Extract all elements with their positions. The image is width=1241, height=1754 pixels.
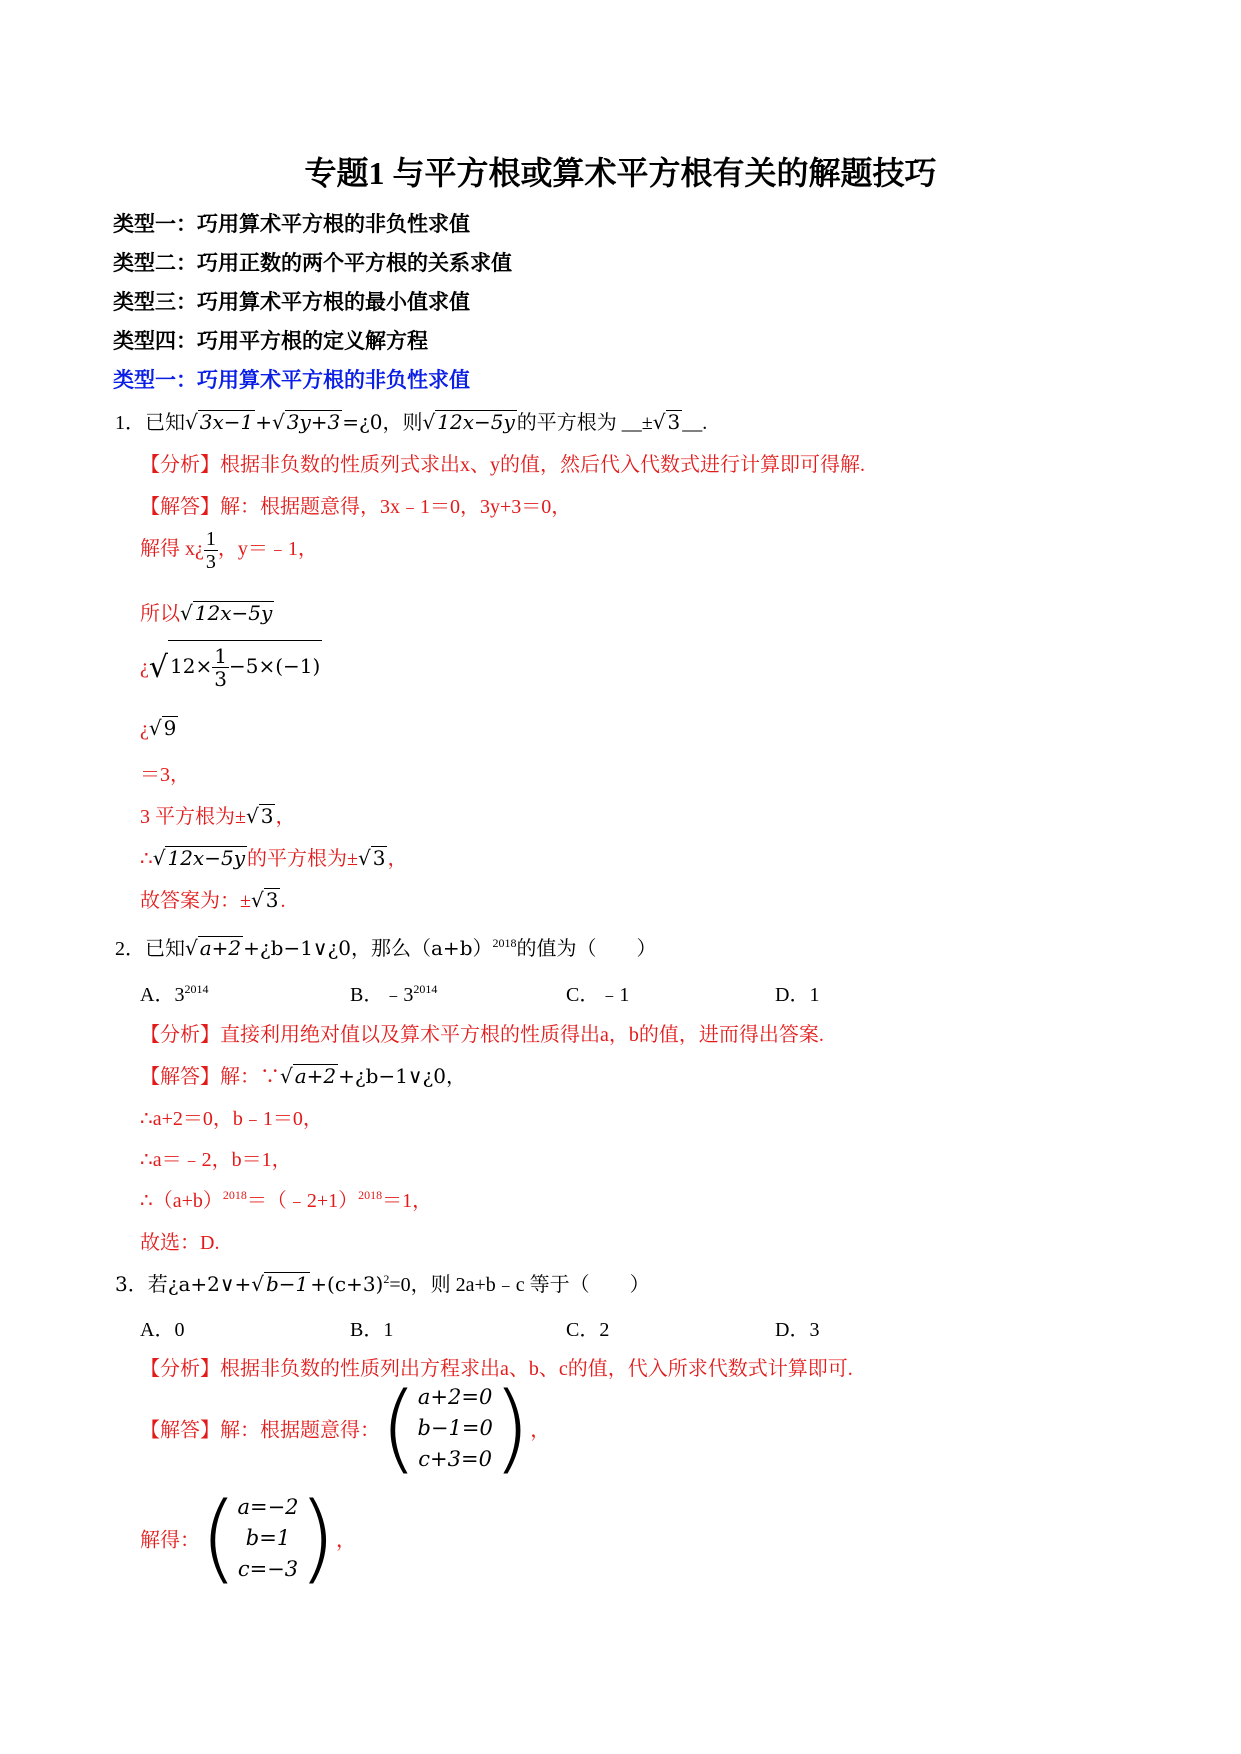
q1-step-8: 故答案为：±√ 3 . (140, 888, 286, 912)
q1-step-text: ，y＝﹣1， (217, 538, 318, 561)
q3-option-a: A．0 (140, 1319, 185, 1341)
q1-text: 1．已知 (115, 412, 185, 434)
q1-answer: 【解答】解：根据题意得，3x﹣1＝0，3y+3＝0， (140, 496, 572, 518)
radicand: 9 (163, 716, 177, 740)
q3-analysis: 【分析】根据非负数的性质列出方程求出a、b、c的值，代入所求代数式计算即可. (140, 1358, 853, 1380)
toc-item-1: 类型一：巧用算术平方根的非负性求值 (113, 212, 470, 236)
q1-text: __. (682, 412, 708, 434)
toc-item-4: 类型四：巧用平方根的定义解方程 (113, 329, 428, 353)
question-1-stem: 1．已知√ 3x−1 +√ 3y+3 =¿0，则√ 12x−5y 的平方根为 __±√ 3 __. (115, 410, 708, 434)
fraction: $\frac{1}{3}$ (214, 644, 227, 691)
page-title: 专题1 与平方根或算术平方根有关的解题技巧 (304, 155, 937, 191)
q3-option-d: D．3 (775, 1319, 820, 1341)
equation-system: ( a=−2 b=1 c=−3 ) (200, 1482, 336, 1594)
q3-option-b: B．1 (350, 1319, 394, 1341)
q1-text: 的平方根为 __± (516, 412, 653, 434)
q2-step-2: ∴a＝﹣2，b＝1， (140, 1149, 292, 1171)
q1-step-4: ¿√ 9 (140, 716, 177, 740)
section-heading: 类型一：巧用算术平方根的非负性求值 (113, 368, 470, 392)
q1-step-3: ¿√ 12× $\frac{1}{3}$ −5×(−1) (140, 640, 322, 690)
q1-radicand-2: 3y+3 (286, 410, 341, 434)
q2-option-a: A．$3^{2014}$ (140, 982, 209, 1006)
q2-step-4: 故选：D. (140, 1232, 220, 1254)
q1-plus: + (255, 410, 273, 434)
q1-radicand-1: 3x−1 (199, 410, 254, 434)
q2-step-3: $\therefore(a+b)^{2018}=(﹣2+1)^{2018}=1$， (140, 1188, 433, 1212)
radicand: 12x−5y (194, 601, 273, 625)
q1-text: =¿0，则 (342, 410, 423, 434)
q1-step-1 (140, 528, 318, 573)
q1-step-text: 解得 x¿ (140, 538, 204, 561)
q1-step-5: ＝3， (140, 764, 190, 786)
q2-option-c: C．﹣1 (566, 984, 630, 1006)
q1-radicand-3: 12x−5y (437, 410, 515, 434)
q1-step-6: 3 平方根为±√ 3 ， (140, 804, 296, 828)
equation-system: ( a+2=0 b−1=0 c+3=0 ) (380, 1372, 531, 1484)
q2-analysis: 【分析】直接利用绝对值以及算术平方根的性质得出a，b的值，进而得出答案. (140, 1024, 824, 1046)
q3-option-c: C．2 (566, 1319, 610, 1341)
question-2-stem: 2．已知√ a+2 +¿b−1∨¿0，那么$(a+b)^{2018}$的值为（ ） (115, 936, 657, 960)
question-3-stem: 3．若¿a+2∨+√ $b-1 +(c+3)^2=0$，则 2a+b﹣c 等于（ ） (115, 1272, 650, 1296)
q2-answer: 【解答】解：∵√ a+2 +¿b−1∨¿0， (140, 1064, 467, 1088)
fraction: $\frac{1}{3}$ (205, 528, 216, 573)
toc-item-2: 类型二：巧用正数的两个平方根的关系求值 (113, 251, 512, 275)
q1-step-2: 所以√ 12x−5y (140, 601, 273, 625)
q2-option-b: B．$﹣3^{2014}$ (350, 982, 438, 1006)
q1-radicand-4: 3 (667, 410, 681, 434)
q3-solution: 解得： ( a=−2 b=1 c=−3 ) ， (140, 1482, 356, 1594)
q3-answer: 【解答】解：根据题意得： ( a+2=0 b−1=0 c+3=0 ) ， (140, 1372, 551, 1484)
q2-option-d: D．1 (775, 984, 820, 1006)
toc-item-3: 类型三：巧用算术平方根的最小值求值 (113, 290, 470, 314)
q1-step-7: ∴√ 12x−5y 的平方根为±√ 3 ， (140, 846, 408, 870)
q1-analysis: 【分析】根据非负数的性质列式求出x、y的值，然后代入代数式进行计算即可得解. (140, 454, 865, 476)
q2-step-1: ∴a+2＝0，b﹣1＝0， (140, 1108, 323, 1130)
